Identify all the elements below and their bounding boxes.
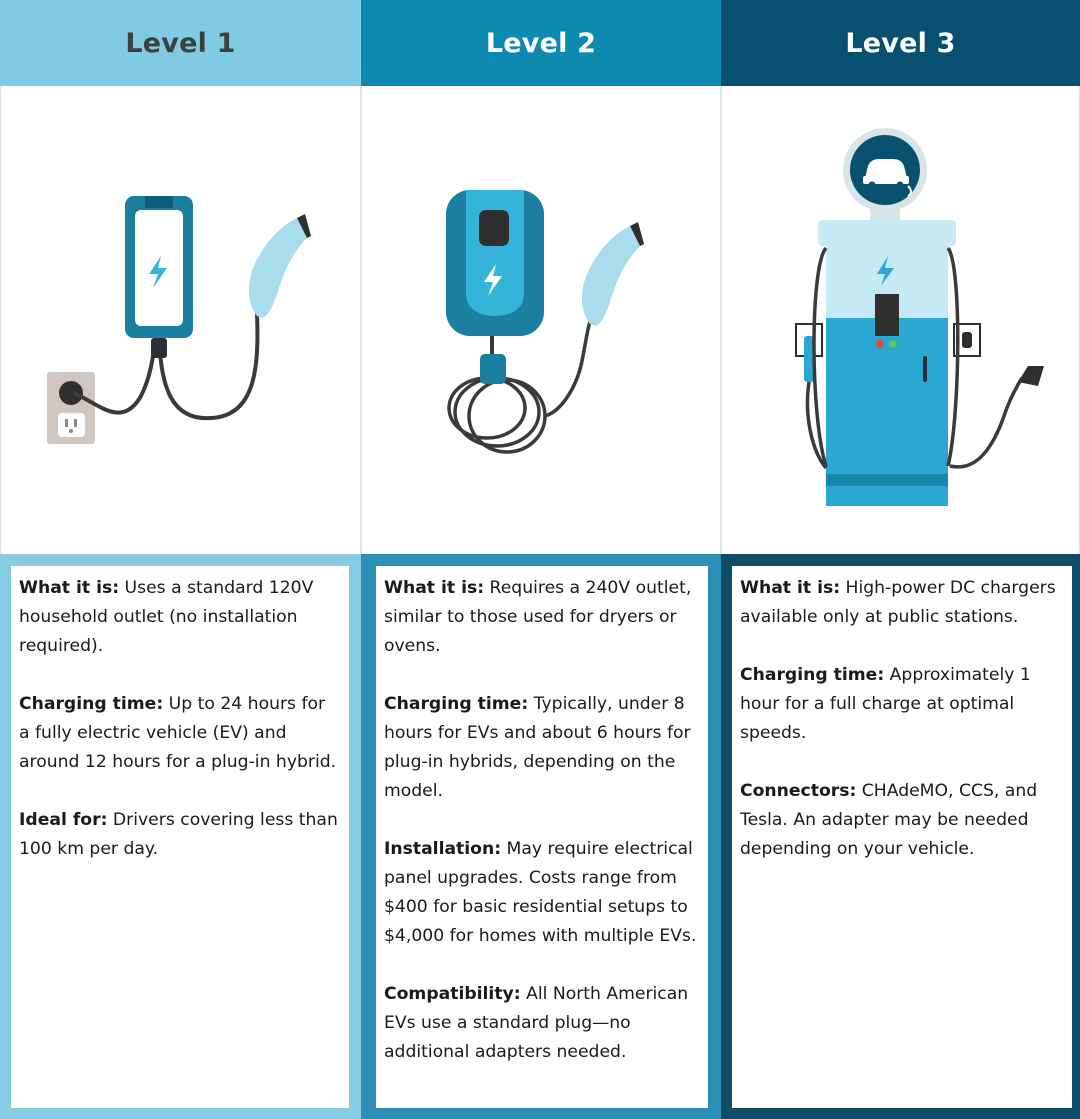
level-3-charging-time-label: Charging time:	[740, 665, 885, 685]
level-1-ideal-for-text: Drivers covering less than 100 km per day.	[19, 810, 338, 859]
level-3-details	[732, 566, 1072, 1108]
level-1-illustration	[0, 86, 361, 554]
level-2-what-it-is-label: What it is:	[384, 578, 485, 598]
level-2-header: Level 2	[361, 0, 721, 86]
level-2-details	[376, 566, 708, 1108]
level-2-illustration	[361, 86, 721, 554]
level-2-what-it-is-text: Requires a 240V outlet, similar to those used for dryers or ovens.	[384, 578, 692, 656]
level-1-header: Level 1	[0, 0, 361, 86]
level-3-illustration	[721, 86, 1080, 554]
level-3-connectors-label: Connectors:	[740, 781, 857, 801]
level-1-what-it-is-text: Uses a standard 120V household outlet (no installation required).	[19, 578, 314, 656]
level-1-ideal-for	[19, 806, 341, 864]
level-2-charging-time	[384, 690, 700, 806]
level-2-installation-label: Installation:	[384, 839, 502, 859]
wall-outlet-charger-icon	[1, 86, 362, 554]
dc-fast-charging-station-icon	[722, 86, 1080, 554]
level-3-header: Level 3	[721, 0, 1080, 86]
level-2-panel	[361, 554, 721, 1119]
level-1-charging-time-label: Charging time:	[19, 694, 164, 714]
level-2-installation	[384, 835, 700, 951]
level-3-panel	[721, 554, 1080, 1119]
level-2-charging-time-text: Typically, under 8 hours for EVs and about 6 hours for plug-in hybrids, depending on the model.	[384, 694, 691, 801]
level-3-what-it-is-text: High-power DC chargers available only at public stations.	[740, 578, 1056, 627]
level-2-what-it-is	[384, 574, 700, 661]
level-3-charging-time	[740, 661, 1064, 748]
level-1-what-it-is-label: What it is:	[19, 578, 120, 598]
level-1-what-it-is	[19, 574, 341, 661]
level-2-compatibility	[384, 980, 700, 1067]
level-1-charging-time	[19, 690, 341, 777]
level-3-charging-time-text: Approximately 1 hour for a full charge at optimal speeds.	[740, 665, 1031, 743]
level-1-panel	[0, 554, 361, 1119]
level-3-column	[721, 0, 1080, 1119]
level-1-column	[0, 0, 361, 1119]
level-2-charging-time-label: Charging time:	[384, 694, 529, 714]
level-1-charging-time-text: Up to 24 hours for a fully electric vehicle (EV) and around 12 hours for a plug-in hybrid.	[19, 694, 337, 772]
level-1-details	[11, 566, 349, 1108]
level-3-what-it-is-label: What it is:	[740, 578, 841, 598]
level-3-what-it-is	[740, 574, 1064, 632]
level-3-connectors	[740, 777, 1064, 864]
level-1-ideal-for-label: Ideal for:	[19, 810, 108, 830]
level-3-connectors-text: CHAdeMO, CCS, and Tesla. An adapter may be needed depending on your vehicle.	[740, 781, 1038, 859]
level-2-compatibility-text: All North American EVs use a standard plug—no additional adapters needed.	[384, 984, 689, 1062]
level-2-installation-text: May require electrical panel upgrades. Costs range from $400 for basic residential setups to $4,000 for homes with multiple EVs.	[384, 839, 697, 946]
level-2-column	[361, 0, 721, 1119]
wall-box-charger-icon	[362, 86, 722, 554]
level-2-compatibility-label: Compatibility:	[384, 984, 521, 1004]
